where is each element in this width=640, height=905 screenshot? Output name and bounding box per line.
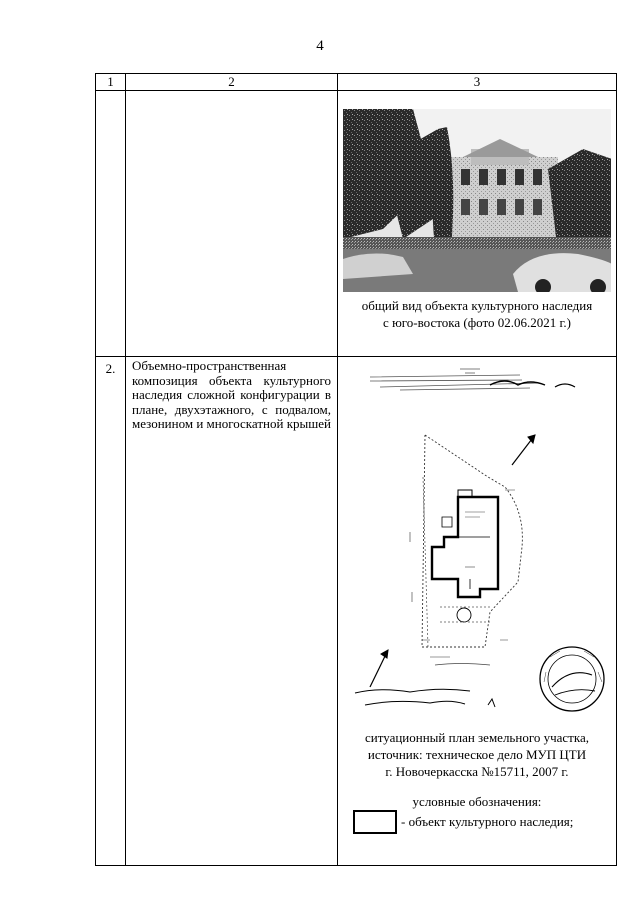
building-photo <box>343 109 611 292</box>
site-plan <box>340 357 614 729</box>
photo-caption-line1: общий вид объекта культурного наследия <box>361 298 593 313</box>
header-col-1: 1 <box>96 74 126 91</box>
plan-caption-line1: ситуационный план земельного участка, <box>365 730 589 745</box>
plan-caption-line3: г. Новочеркасска №15711, 2007 г. <box>385 764 569 779</box>
row1-description-cell <box>126 91 338 357</box>
legend-item-label: - объект культурного наследия; <box>401 814 574 829</box>
row2-number-cell: 2. <box>96 357 126 866</box>
page-number: 4 <box>316 38 324 54</box>
plan-caption-line2: источник: техническое дело МУП ЦТИ <box>367 747 587 762</box>
legend-title: условные обозначения: <box>412 794 542 809</box>
photo-caption-line2: с юго-востока (фото 02.06.2021 г.) <box>383 315 571 330</box>
header-col-3: 3 <box>338 74 617 91</box>
row1-image-cell <box>338 91 617 357</box>
object-description: Объемно-пространственная композиция объекта культурного наследия сложной конфигурации в плане, двухэтажного, с подвалом, мезонином и многоскатной крышей <box>132 358 331 432</box>
legend-box-symbol <box>353 810 397 834</box>
row2-description-cell <box>126 357 338 866</box>
heritage-table <box>95 73 617 866</box>
table-header-row <box>96 74 617 91</box>
row1-number-cell <box>96 91 126 357</box>
header-col-2: 2 <box>126 74 338 91</box>
row2-image-cell <box>338 357 617 866</box>
legend-row <box>338 810 616 834</box>
table-row <box>96 91 617 357</box>
table-row <box>96 357 617 866</box>
